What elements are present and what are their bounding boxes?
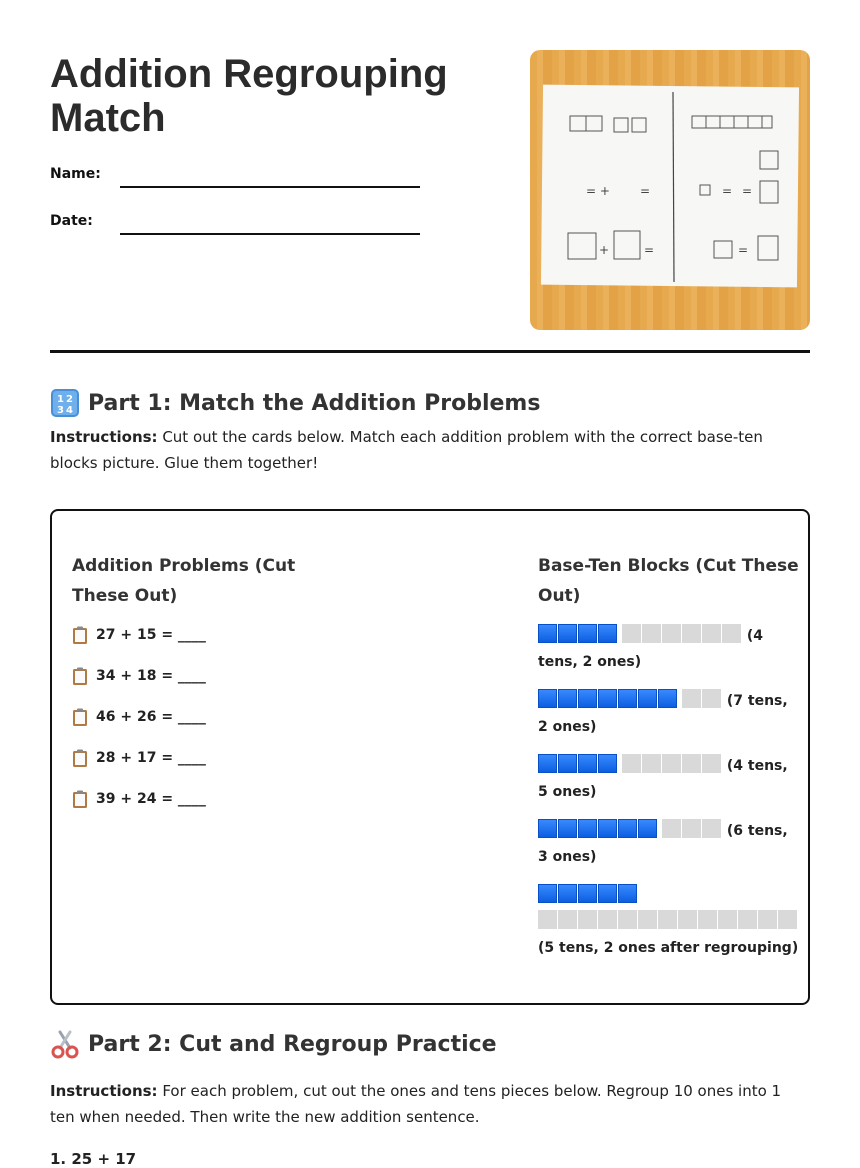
block-label: (4 tens, 2 ones) [538,628,764,670]
problem-text: 28 + 17 = ____ [96,750,206,766]
one-block [702,689,721,708]
one-block [658,910,677,929]
ten-block [558,689,577,708]
block-label: (7 tens, 2 ones) [538,693,788,735]
name-line[interactable] [120,186,420,188]
problem-text: 39 + 24 = ____ [96,791,206,807]
ten-block [618,689,637,708]
block-card [538,753,800,805]
one-block [702,754,721,773]
date-line[interactable] [120,233,420,235]
clipboard-icon [72,749,88,767]
one-block [598,910,617,929]
clipboard-icon [72,708,88,726]
problem-card [72,789,312,809]
one-block [702,624,721,643]
one-block [758,910,777,929]
ten-block [538,689,557,708]
block-label: (5 tens, 2 ones after regrouping) [538,940,799,956]
scissors-icon [50,1029,80,1059]
problem-text: 27 + 15 = ____ [96,627,206,643]
header [50,0,810,350]
part1-instructions [50,424,810,476]
blocks-column [538,551,800,961]
one-block [622,624,641,643]
part1-instr-text: Cut out the cards below. Match each addition problem with the correct base-ten blocks picture. Glue them together! [50,428,763,472]
page-title: Addition Regrouping Match [50,52,448,140]
svg-text:=: = [640,184,651,198]
one-block [682,689,701,708]
block-card [538,818,800,870]
ten-block [558,819,577,838]
svg-text:2: 2 [66,394,73,405]
svg-text:4: 4 [66,405,73,416]
ten-block [598,884,617,903]
ten-block [558,754,577,773]
problem-text: 34 + 18 = ____ [96,668,206,684]
ten-block [598,624,617,643]
problem-text: 46 + 26 = ____ [96,709,206,725]
one-block [642,754,661,773]
one-block [578,910,597,929]
ten-block [638,819,657,838]
clipboard-icon [72,626,88,644]
part1-heading-row [50,388,540,418]
cut-out-cards-box [50,509,810,1005]
block-card [538,688,800,740]
ten-block [558,884,577,903]
one-block [698,910,717,929]
part1-heading: Part 1: Match the Addition Problems [88,390,541,416]
part2-heading: Part 2: Cut and Regroup Practice [88,1031,497,1057]
one-block [702,819,721,838]
problems-list [72,625,312,809]
problem-card [72,625,312,645]
svg-text:3: 3 [57,405,64,416]
part2-instr-text: For each problem, cut out the ones and tens pieces below. Regroup 10 ones into 1 ten when needed. Then write the new addition sentence. [50,1082,782,1126]
ten-block [578,689,597,708]
one-block [682,624,701,643]
clipboard-icon [72,667,88,685]
one-block [718,910,737,929]
one-block [662,754,681,773]
block-card [538,623,800,675]
one-block [778,910,797,929]
ten-block [578,754,597,773]
one-block [618,910,637,929]
ten-block [598,819,617,838]
block-card [538,883,800,961]
ten-block [538,884,557,903]
problem-card [72,707,312,727]
part2-instr-label: Instructions: [50,1082,158,1100]
problems-title: Addition Problems (Cut These Out) [72,556,296,606]
ten-block [658,689,677,708]
one-block [738,910,757,929]
block-label: (4 tens, 5 ones) [538,758,788,800]
date-field [50,213,430,237]
one-block [538,910,557,929]
svg-text:=: = [742,184,753,198]
name-field [50,166,430,190]
ten-block [578,884,597,903]
worksheet-photo [530,50,810,330]
block-label: (6 tens, 3 ones) [538,823,788,865]
svg-text:=: = [738,243,749,257]
one-block [678,910,697,929]
name-label: Name: [50,166,101,182]
one-block [662,819,681,838]
problem-card [72,748,312,768]
ten-block [638,689,657,708]
ten-block [598,689,617,708]
one-block [682,819,701,838]
ten-block [558,624,577,643]
svg-text:=: = [722,184,733,198]
one-block [722,624,741,643]
problems-column [72,551,312,809]
ten-block [618,884,637,903]
part2-heading-row [50,1029,497,1059]
part2-instructions [50,1078,810,1130]
svg-text:1: 1 [57,394,64,405]
one-block [642,624,661,643]
clipboard-icon [72,790,88,808]
ten-block [538,819,557,838]
blocks-list [538,623,800,961]
problem-card [72,666,312,686]
blocks-title: Base-Ten Blocks (Cut These Out) [538,556,799,606]
one-block [622,754,641,773]
ten-block [598,754,617,773]
part2-problem-1: 1. 25 + 17 [50,1150,137,1168]
date-label: Date: [50,213,93,229]
ten-block [618,819,637,838]
one-block [662,624,681,643]
part1-instr-label: Instructions: [50,428,158,446]
svg-text:= +: = + [586,184,610,198]
ten-block [578,819,597,838]
one-block [682,754,701,773]
keycap-1234-icon [50,388,80,418]
svg-text:+: + [599,243,610,257]
ten-block [538,754,557,773]
svg-text:=: = [644,243,655,257]
ten-block [578,624,597,643]
one-block [558,910,577,929]
section-divider [50,350,810,353]
ten-block [538,624,557,643]
one-block [638,910,657,929]
